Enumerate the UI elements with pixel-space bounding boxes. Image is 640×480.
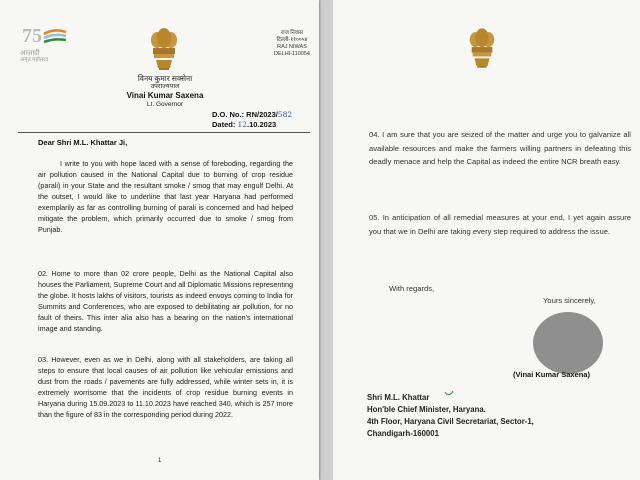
addressee-line-2: Hon'ble Chief Minister, Haryana. <box>367 405 486 414</box>
do-number: D.O. No.: RN/2023/ <box>212 110 278 119</box>
paragraph-5: 05. In anticipation of all remedial measures at your end, I yet again assure you that we in Delhi are taking every step required to address the issue. <box>369 213 631 236</box>
office-address <box>268 30 316 58</box>
addressee-line-3: 4th Floor, Haryana Civil Secretariat, Sector-1, <box>367 417 534 426</box>
paragraph-1: I write to you with hope laced with a sense of foreboding, regarding the air pollution caused in the National Capital due to burning of crop residue (parali) in your State and the resultant smoke / smog that may engulf Delhi. At the outset, I would like to underline that last year Haryana had performed exemplarily as far as controlling burning of parali is concerned and had helped mitigate the problem, which primarily occurred due to smoke / smog from Punjab. <box>38 159 293 234</box>
azadi-logo <box>20 24 80 63</box>
redacted-signature <box>533 312 603 374</box>
office-city: DELHI-110054 <box>274 51 310 57</box>
national-emblem-icon <box>148 26 180 72</box>
header-divider <box>18 132 310 133</box>
yours-sincerely: Yours sincerely, <box>543 296 596 305</box>
letterhead <box>95 74 235 109</box>
svg-text:75: 75 <box>22 25 42 46</box>
do-number-line <box>212 110 292 120</box>
addressee-line-1: Shri M.L. Khattar <box>367 393 430 402</box>
paragraph-3: 03. However, even as we in Delhi, along with all stakeholders, are taking all steps to ensure that local causes of air pollution like vehicular emissions and dust from the roads / pavements are fully addressed, while winter sets in, it is extremely worrisome that the incidents of crop residue burning events in Haryana during 15.09.2023 to 11.10.2023 have reached 340, which is 257 more than the figure of 83 in the corresponding period during 2022. <box>38 355 293 419</box>
dated-rest: .10.2023 <box>246 120 277 129</box>
hindi-office: राज निवास <box>281 30 303 36</box>
dated-label: Dated: <box>212 120 236 129</box>
addressee-line-4: Chandigarh-160001 <box>367 429 439 438</box>
handwritten-mark-icon <box>443 390 455 400</box>
hindi-name: विनय कुमार सक्सेना <box>137 74 193 83</box>
azadi-logo-line1: आज़ादी <box>20 50 40 57</box>
office-name: RAJ NIWAS <box>277 44 307 50</box>
sender-name: Vinai Kumar Saxena <box>126 91 204 100</box>
do-handwritten: 582 <box>277 110 293 119</box>
paragraph-2: 02. Home to more than 02 crore people, Delhi as the National Capital also houses the Parliament, Supreme Court and all Diplomatic Missions representing the globe. It hosts lakhs of visitors, tourists as indeed envoys coming to India for Summits and Conferences, who are exposed to debilitating air pollution, for no fault of theirs. This inter alia also has a bearing on the nation's international image and standing. <box>38 269 293 333</box>
signatory-name: (Vinai Kumar Saxena) <box>513 370 590 379</box>
hindi-title: उपराज्यपाल <box>150 83 180 90</box>
letter-page-1 <box>0 0 319 480</box>
paragraph-4: 04. I am sure that you are seized of the matter and urge you to galvanize all available resources and make the farmers willing partners in defeating this deadly menace and help the Capital as indeed the entire NCR breath easy. <box>369 130 631 166</box>
hindi-city: दिल्ली-११००५४ <box>276 37 308 43</box>
azadi-logo-line2: अमृत महोत्सव <box>20 57 49 63</box>
dated-line <box>212 120 276 130</box>
national-emblem-icon <box>467 26 497 70</box>
dated-handwritten: 12 <box>237 120 247 129</box>
salutation: Dear Shri M.L. Khattar Ji, <box>38 138 128 147</box>
sender-title: Lt. Governor <box>146 101 184 108</box>
page-number: 1 <box>158 458 162 464</box>
letter-page-2 <box>333 0 640 480</box>
azadi-logo-mark <box>20 24 80 46</box>
regards: With regards, <box>389 284 435 293</box>
